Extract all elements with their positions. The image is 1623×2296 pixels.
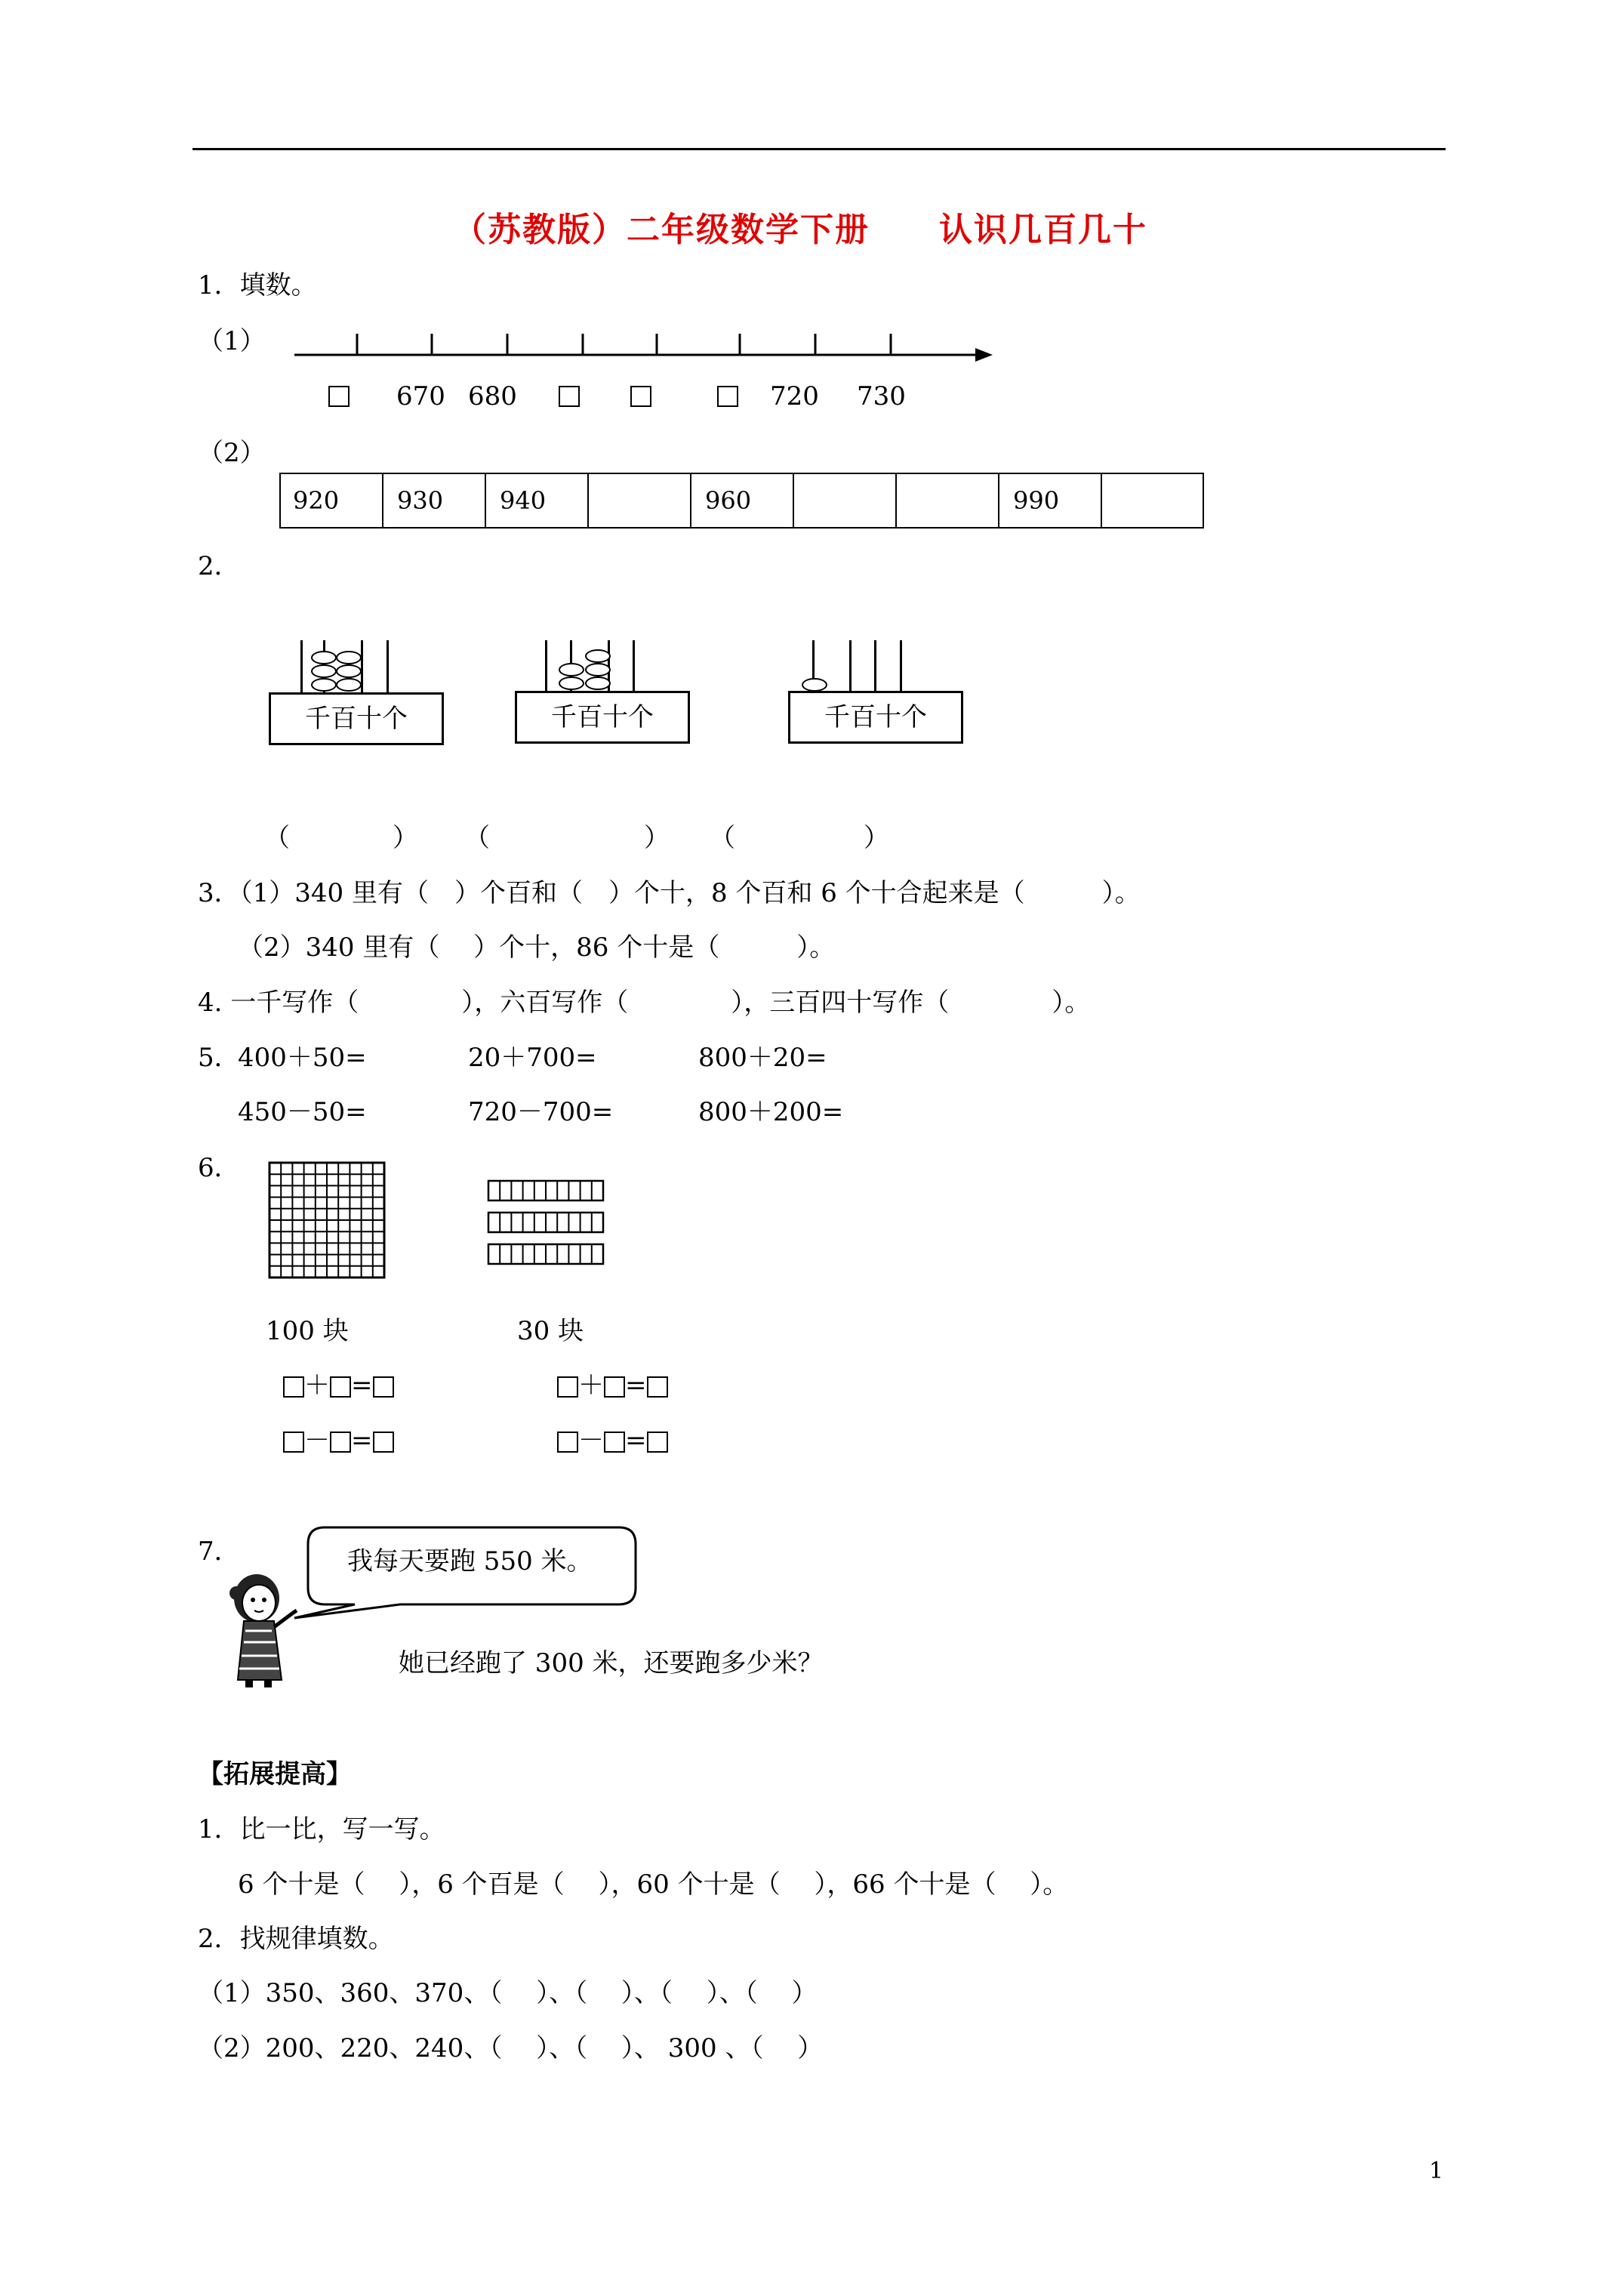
ext-q2-line1: （1）350、360、370、（ ）、（ ）、（ ）、（ ）: [198, 1978, 818, 2008]
table-cell: 930: [382, 473, 485, 528]
abacus-place-labels: 千百十个: [515, 691, 690, 744]
abacus-place-labels: 千百十个: [269, 692, 444, 745]
numberline-label: 680: [468, 381, 517, 411]
hundred-block-grid: [268, 1161, 389, 1282]
ext-q2-heading: 2．找规律填数。: [198, 1924, 394, 1954]
girl-illustration-icon: [223, 1567, 306, 1687]
blank-box[interactable]: [559, 386, 580, 407]
q4-line: 4. 一千写作（ ），六百写作（ ），三百四十写作（ ）。: [198, 988, 1091, 1018]
equation-blank-row[interactable]: ＋ =: [283, 1370, 394, 1401]
q3-line2: （2）340 里有（ ）个十，86 个十是（ ）。: [238, 932, 836, 963]
q5-expression: 20＋700=: [468, 1043, 597, 1073]
q5-expression: 720－700=: [468, 1097, 614, 1127]
q6-heading: 6．: [198, 1153, 240, 1183]
table-cell-blank[interactable]: [895, 473, 998, 528]
blank-box[interactable]: [328, 386, 350, 407]
table-cell-blank[interactable]: [1101, 473, 1204, 528]
ten-rods: [487, 1179, 608, 1277]
answer-blank[interactable]: （ ）: [710, 823, 889, 853]
number-line: [287, 325, 996, 378]
q5-expression: 400＋50=: [238, 1043, 367, 1073]
table-cell: 960: [690, 473, 793, 528]
numberline-label: 730: [857, 381, 906, 411]
table-cell: 920: [293, 486, 340, 515]
numberline-label: 720: [770, 381, 819, 411]
q3-line1: 3．（1）340 里有（ ）个百和（ ）个十，8 个百和 6 个十合起来是（ ）。: [198, 878, 1141, 908]
equation-blank-row[interactable]: － =: [283, 1425, 394, 1456]
q5-expression: 800＋200=: [698, 1097, 844, 1127]
speech-text: 我每天要跑 550 米。: [347, 1546, 593, 1576]
q7-heading: 7．: [198, 1536, 240, 1567]
q5-expression: 800＋20=: [698, 1043, 827, 1073]
ext-q1-line: 6 个十是（ ），6 个百是（ ），60 个十是（ ），66 个十是（ ）。: [238, 1869, 1069, 1900]
answer-blank[interactable]: （ ）: [264, 823, 418, 853]
equation-blank-row[interactable]: － =: [557, 1425, 668, 1456]
q5-heading: 5．: [198, 1043, 240, 1073]
block-count-label: 100 块: [266, 1316, 349, 1346]
q5-expression: 450－50=: [238, 1097, 367, 1127]
page-title: （苏教版）二年级数学下册 认识几百几十: [453, 211, 1147, 249]
abacus-place-labels: 千百十个: [788, 691, 963, 744]
q7-question: 她已经跑了 300 米，还要跑多少米？: [399, 1648, 824, 1678]
ext-q2-line2: （2）200、220、240、（ ）、（ ）、 300 、（ ）: [198, 2033, 824, 2063]
ext-q1-heading: 1．比一比，写一写。: [198, 1814, 445, 1845]
q1-heading: 1．填数。: [198, 270, 317, 300]
answer-blank[interactable]: （ ）: [464, 823, 670, 853]
q1-part1-label: （1）: [198, 326, 266, 356]
numberline-label: 670: [396, 381, 445, 411]
table-cell: 940: [485, 473, 587, 528]
header-rule: [192, 148, 1446, 150]
table-cell: 990: [998, 473, 1101, 528]
q1-part2-label: （2）: [198, 438, 266, 468]
page-number: 1: [1429, 2158, 1444, 2184]
table-cell-blank[interactable]: [587, 473, 690, 528]
equation-blank-row[interactable]: ＋ =: [557, 1370, 668, 1401]
block-count-label: 30 块: [517, 1316, 584, 1346]
blank-box[interactable]: [630, 386, 651, 407]
table-cell-blank[interactable]: [793, 473, 895, 528]
q2-heading: 2．: [198, 551, 240, 581]
blank-box[interactable]: [717, 386, 738, 407]
extension-heading: 【拓展提高】: [198, 1759, 352, 1789]
